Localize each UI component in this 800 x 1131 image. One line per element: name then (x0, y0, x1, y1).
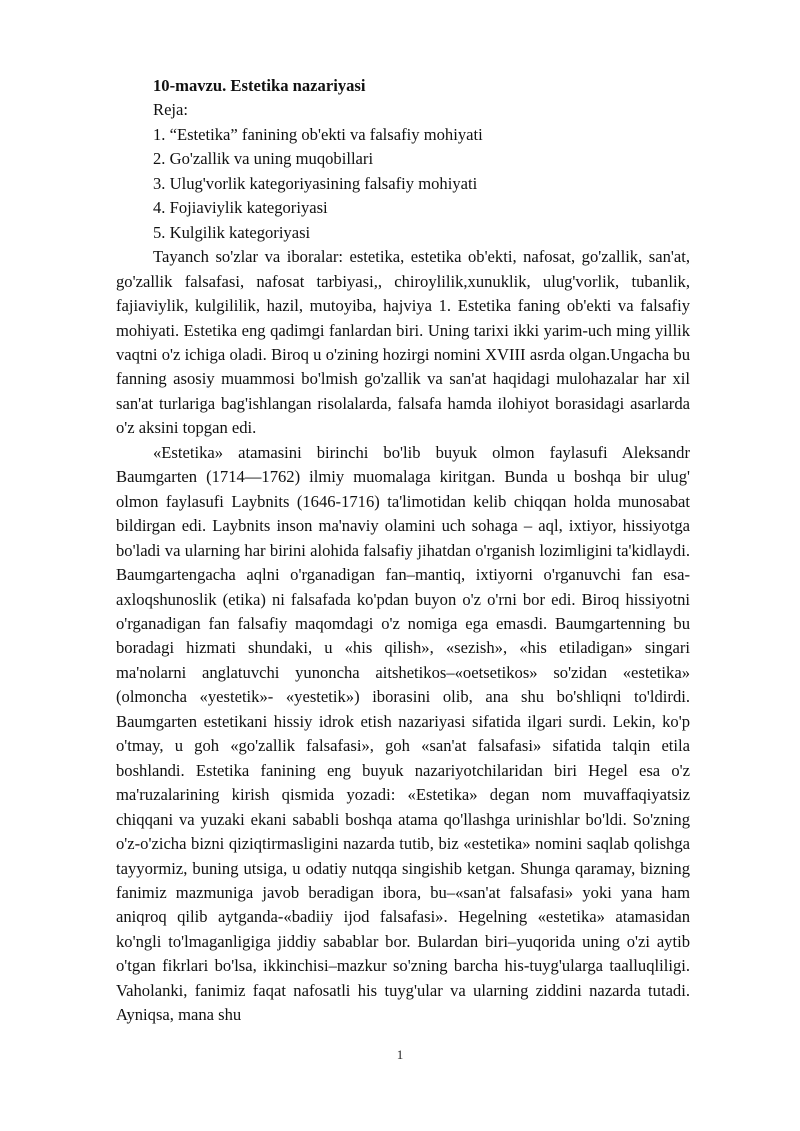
plan-item: 5. Kulgilik kategoriyasi (153, 222, 311, 242)
plan-item: 2. Go'zallik va uning muqobillari (153, 149, 374, 169)
plan-heading: Reja: (153, 100, 189, 120)
document-title: 10-mavzu. Estetika nazariyasi (153, 76, 366, 95)
plan-item: 4. Fojiaviylik kategoriyasi (153, 198, 328, 218)
plan-item: 1. “Estetika” fanining ob'ekti va falsafiy mohiyati (153, 124, 483, 144)
plan-item: 3. Ulug'vorlik kategoriyasining falsafiy mohiyati (153, 173, 478, 193)
paragraph-baumgarten: «Estetika» atamasini birinchi bo'lib buyuk olmon faylasufi Aleksandr Baumgarten (1714—1762) ilmiy muomalaga kiritgan. Bunda u boshqa bir ulug' olmon faylasufi Laybnits (1646-1716) ta'limotidan kelib chiqqan holda munosabat bildirgan edi. Laybnits inson ma'naviy olamini uch sohaga – aql, ixtiyor, hissiyotga bo'ladi va ularning har birini alohida falsafiy jihatdan o'rganish lozimligini ta'kidlaydi. Baumgartengacha aqlni o'rganadigan fan–mantiq, ixtiyorni o'rganuvchi fan esa-axloqshunoslik (etika) ni falsafada ko'pdan buyon o'z o'rni bor edi. Biroq hissiyotni o'rganadigan fan falsafiy maqomdagi o'z nomiga ega emasdi. Baumgartenning bu boradagi hizmati shundaki, u «his qilish», «sezish», «his etiladigan» singari ma'nolarni anglatuvchi yunoncha aitshetikos–«oetsetikos» so'zidan «estetika» (olmoncha «yestetik»- «yestetik») iborasini olib, ana shu bo'shliqni to'ldirdi. Baumgarten estetikani hissiy idrok etish nazariyasi sifatida ilgari surdi. Lekin, ko'p o'tmay, u goh «go'zallik falsafasi», goh «san'at falsafasi» sifatida talqin etila boshlandi. Estetika fanining eng buyuk nazariyotchilaridan biri Hegel esa o'z ma'ruzalarining kirish qismida yozadi: «Estetika» degan nom muvaffaqiyatsiz chiqqani va yuzaki ekani sababli boshqa atama qo'llashga urinishlar bo'ldi. So'zning o'z-o'zicha bizni qiziqtirmasligini nazarda tutib, biz «estetika» nomini saqlab qolishga tayyormiz, buning utsiga, u odatiy nutqqa singishib ketgan. Shunga qaramay, bizning fanimiz mazmuniga javob beradigan ibora, bu–«san'at falsafasi» yoki yana ham aniqroq qilib aytganda-«badiiy ijod falsafasi». Hegelning «estetika» atamasidan ko'ngli to'lmaganligiga jiddiy sabablar bor. Bulardan biri–yuqorida uning o'zi aytib o'tgan fikrlari bo'lsa, ikkinchisi–mazkur so'zning barcha his-tuyg'ularga taalluqliligi. Vaholanki, fanimiz faqat nafosatli his tuyg'ular va ularning ziddini nazarda tutadi. Ayniqsa, mana shu (116, 442, 690, 1025)
paragraph-keywords-intro: Tayanch so'zlar va iboralar: estetika, estetika ob'ekti, nafosat, go'zallik, san'at, go'zallik falsafasi, nafosat tarbiyasi,, chiroylilik,xunuklik, ulug'vorlik, tubanlik, fajiaviylik, kulgililik, hazil, mutoyiba, hajviya 1. Estetika faning ob'ekti va falsafiy mohiyati. Estetika eng qadimgi fanlardan biri. Uning tarixi ikki yarim-uch ming yillik vaqtni o'z ichiga oladi. Biroq u o'zining hozirgi nomini XVIII asrda olgan.Ungacha bu fanning asosiy muammosi bo'lmish go'zallik va san'at haqidagi mulohazalar har xil san'at turlariga bag'ishlangan risolalarda, falsafa hamda ilohiyot borasidagi asarlarda o'z aksini topgan edi. (116, 247, 690, 438)
page-number: 1 (396, 1047, 404, 1062)
document-page (116, 74, 690, 1028)
